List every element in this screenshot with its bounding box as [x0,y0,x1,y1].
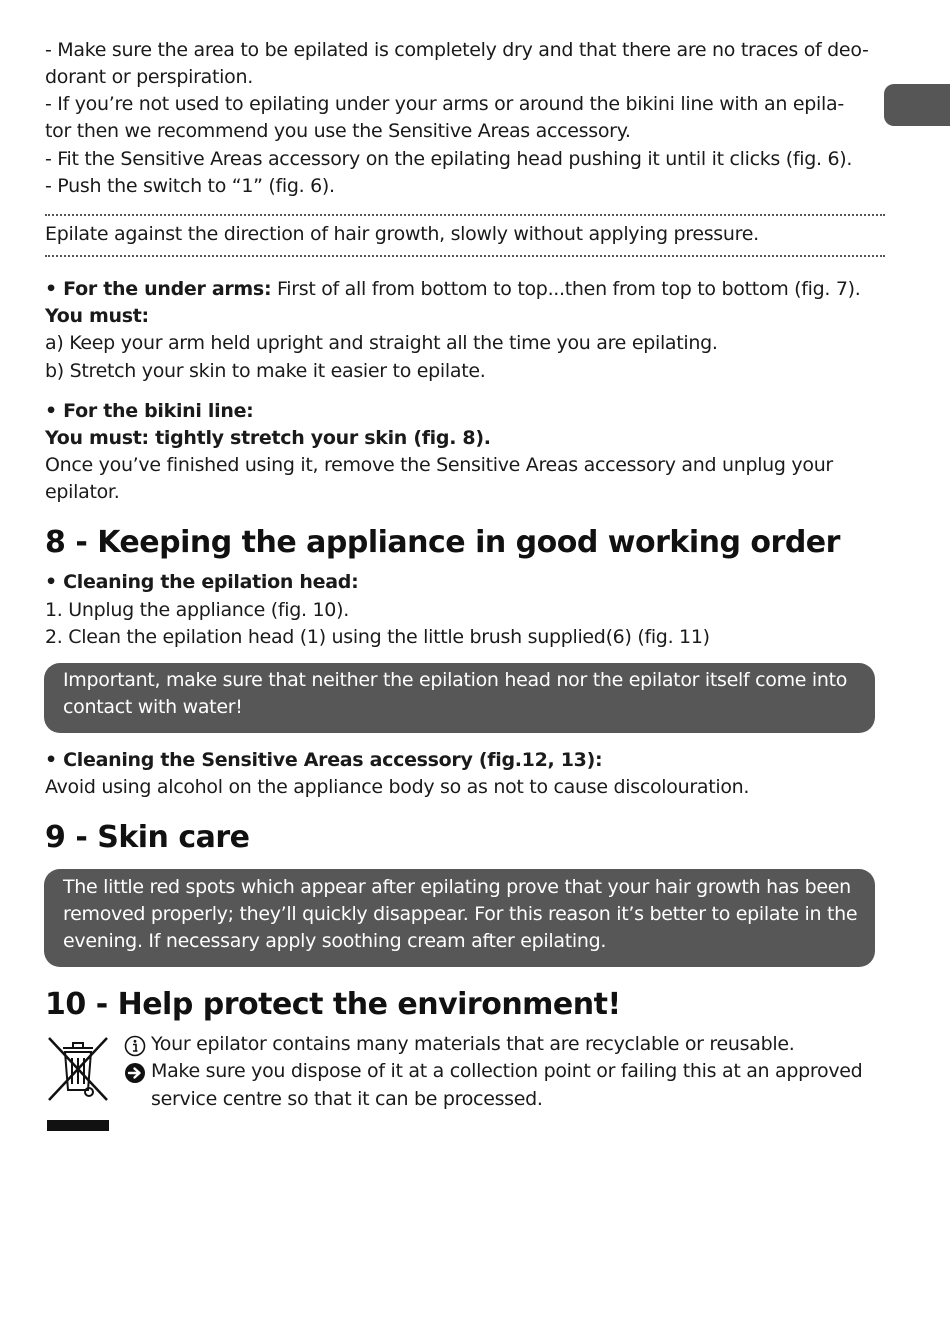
dispose-text: service centre so that it can be processed. [151,1088,543,1110]
intro-line: tor then we recommend you use the Sensitive Areas accessory. [45,120,631,142]
underarms-text: First of all from bottom to top...then from top to bottom (fig. 7). [271,278,861,300]
intro-line: - Fit the Sensitive Areas accessory on the epilating head pushing it until it clicks (fig. 6). [45,148,853,170]
arrow-icon [124,1062,146,1084]
bikini-heading: • For the bikini line: [45,400,254,422]
cleaning-step: 1. Unplug the appliance (fig. 10). [45,599,349,621]
bikini-must: You must: tightly stretch your skin (fig. 8). [45,427,491,449]
section-9-title: 9 - Skin care [45,820,250,855]
intro-line: - Push the switch to “1” (fig. 6). [45,175,335,197]
bikini-line: Once you’ve finished using it, remove the Sensitive Areas accessory and unplug your [45,454,833,476]
intro-line: - If you’re not used to epilating under your arms or around the bikini line with an epila- [45,93,844,115]
skin-care-line: The little red spots which appear after epilating prove that your hair growth has been [63,876,851,898]
section-tab [884,84,950,126]
warning-box [44,663,875,733]
skin-care-box [44,869,875,967]
underarms-heading: • For the under arms: [45,278,272,300]
dispose-text: Make sure you dispose of it at a collection point or failing this at an approved [151,1060,863,1082]
intro-line: dorant or perspiration. [45,66,253,88]
info-icon [124,1035,146,1057]
section-10-title: 10 - Help protect the environment! [45,987,621,1022]
crossed-out-bin-icon [45,1034,111,1134]
skin-care-line: evening. If necessary apply soothing cream after epilating. [63,930,607,952]
cleaning-head-heading: • Cleaning the epilation head: [45,571,359,593]
underarms-a: a) Keep your arm held upright and straight all the time you are epilating. [45,332,718,354]
underarms-b: b) Stretch your skin to make it easier to epilate. [45,360,486,382]
recyclable-text: Your epilator contains many materials that are recyclable or reusable. [151,1033,795,1055]
tip-text: Epilate against the direction of hair growth, slowly without applying pressure. [45,223,759,245]
cleaning-step: 2. Clean the epilation head (1) using the little brush supplied(6) (fig. 11) [45,626,710,648]
section-8-title: 8 - Keeping the appliance in good working order [45,525,840,560]
dotted-divider [45,214,885,216]
skin-care-line: removed properly; they’ll quickly disappear. For this reason it’s better to epilate in the [63,903,858,925]
warning-line: contact with water! [63,696,243,718]
cleaning-accessory-heading: • Cleaning the Sensitive Areas accessory (fig.12, 13): [45,749,603,771]
underarms-must: You must: [45,305,149,327]
warning-line: Important, make sure that neither the epilation head nor the epilator itself come into [63,669,848,691]
intro-line: - Make sure the area to be epilated is completely dry and that there are no traces of deo- [45,39,869,61]
alcohol-text: Avoid using alcohol on the appliance body so as not to cause discolouration. [45,776,750,798]
bikini-line: epilator. [45,481,120,503]
dotted-divider [45,255,885,257]
underarms-line [45,276,861,303]
